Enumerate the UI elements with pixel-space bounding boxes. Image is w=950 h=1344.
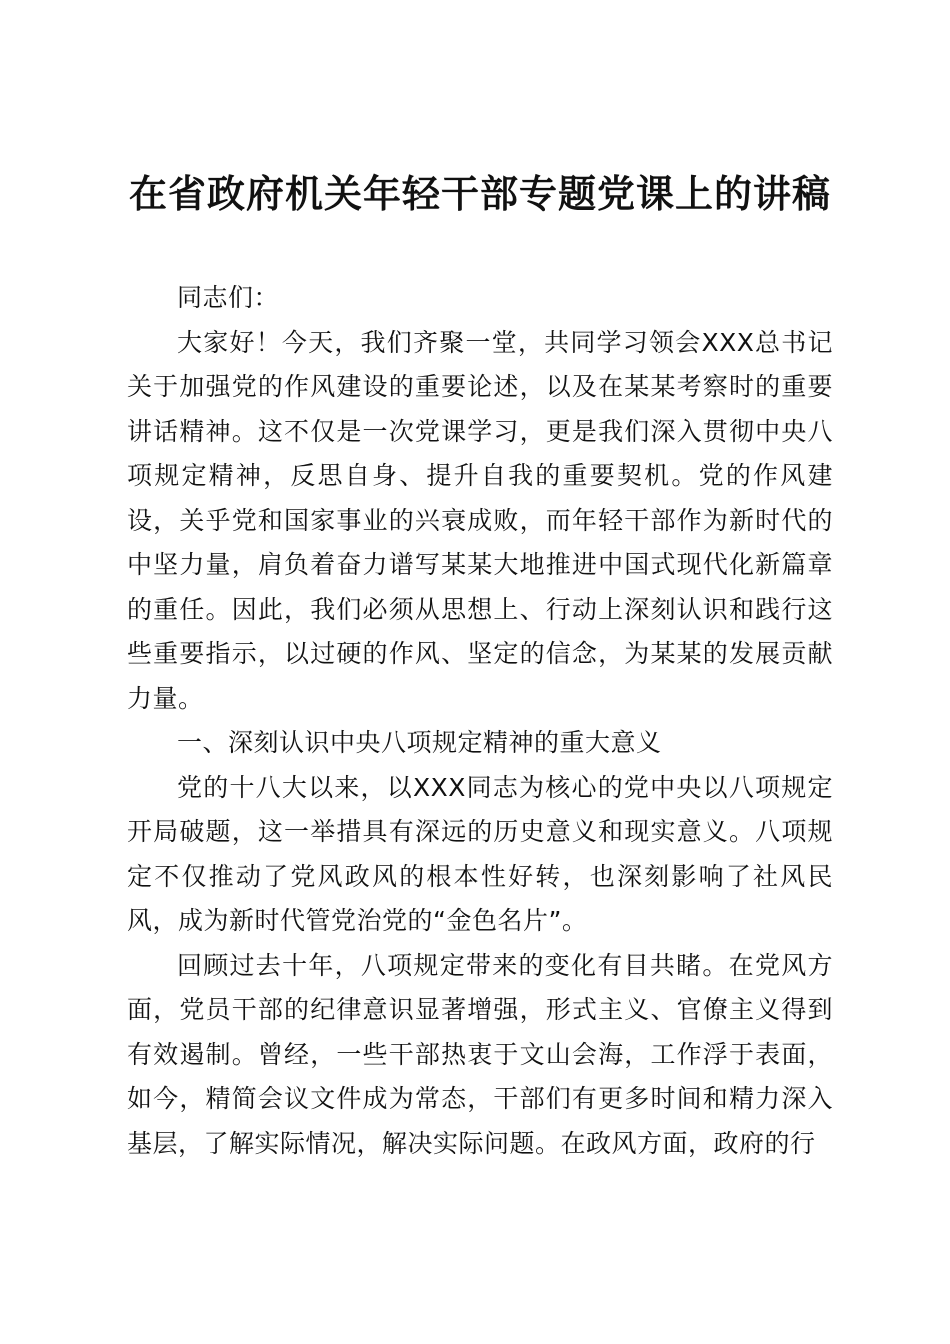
document-body <box>127 276 833 1166</box>
body-paragraph: 大家好！今天，我们齐聚一堂，共同学习领会XXX总书记关于加强党的作风建设的重要论述，以及在某某考察时的重要讲话精神。这不仅是一次党课学习，更是我们深入贯彻中央八项规定精神，反思自身、提升自我的重要契机。党的作风建设，关乎党和国家事业的兴衰成败，而年轻干部作为新时代的中坚力量，肩负着奋力谱写某某大地推进中国式现代化新篇章的重任。因此，我们必须从思想上、行动上深刻认识和践行这些重要指示，以过硬的作风、坚定的信念，为某某的发展贡献力量。 <box>127 327 833 713</box>
section-heading: 一、深刻认识中央八项规定精神的重大意义 <box>177 728 662 757</box>
salutation: 同志们： <box>177 283 280 312</box>
document-title: 在省政府机关年轻干部专题党课上的讲稿 <box>128 172 831 216</box>
body-paragraph: 回顾过去十年，八项规定带来的变化有目共睹。在党风方面，党员干部的纪律意识显著增强，形式主义、官僚主义得到有效遏制。曾经，一些干部热衷于文山会海，工作浮于表面，如今，精简会议文件成为常态，干部们有更多时间和精力深入基层，了解实际情况，解决实际问题。在政风方面，政府的行 <box>127 950 833 1158</box>
body-paragraph: 党的十八大以来，以XXX同志为核心的党中央以八项规定开局破题，这一举措具有深远的历史意义和现实意义。八项规定不仅推动了党风政风的根本性好转，也深刻影响了社风民风，成为新时代管党治党的“金色名片”。 <box>127 772 833 935</box>
